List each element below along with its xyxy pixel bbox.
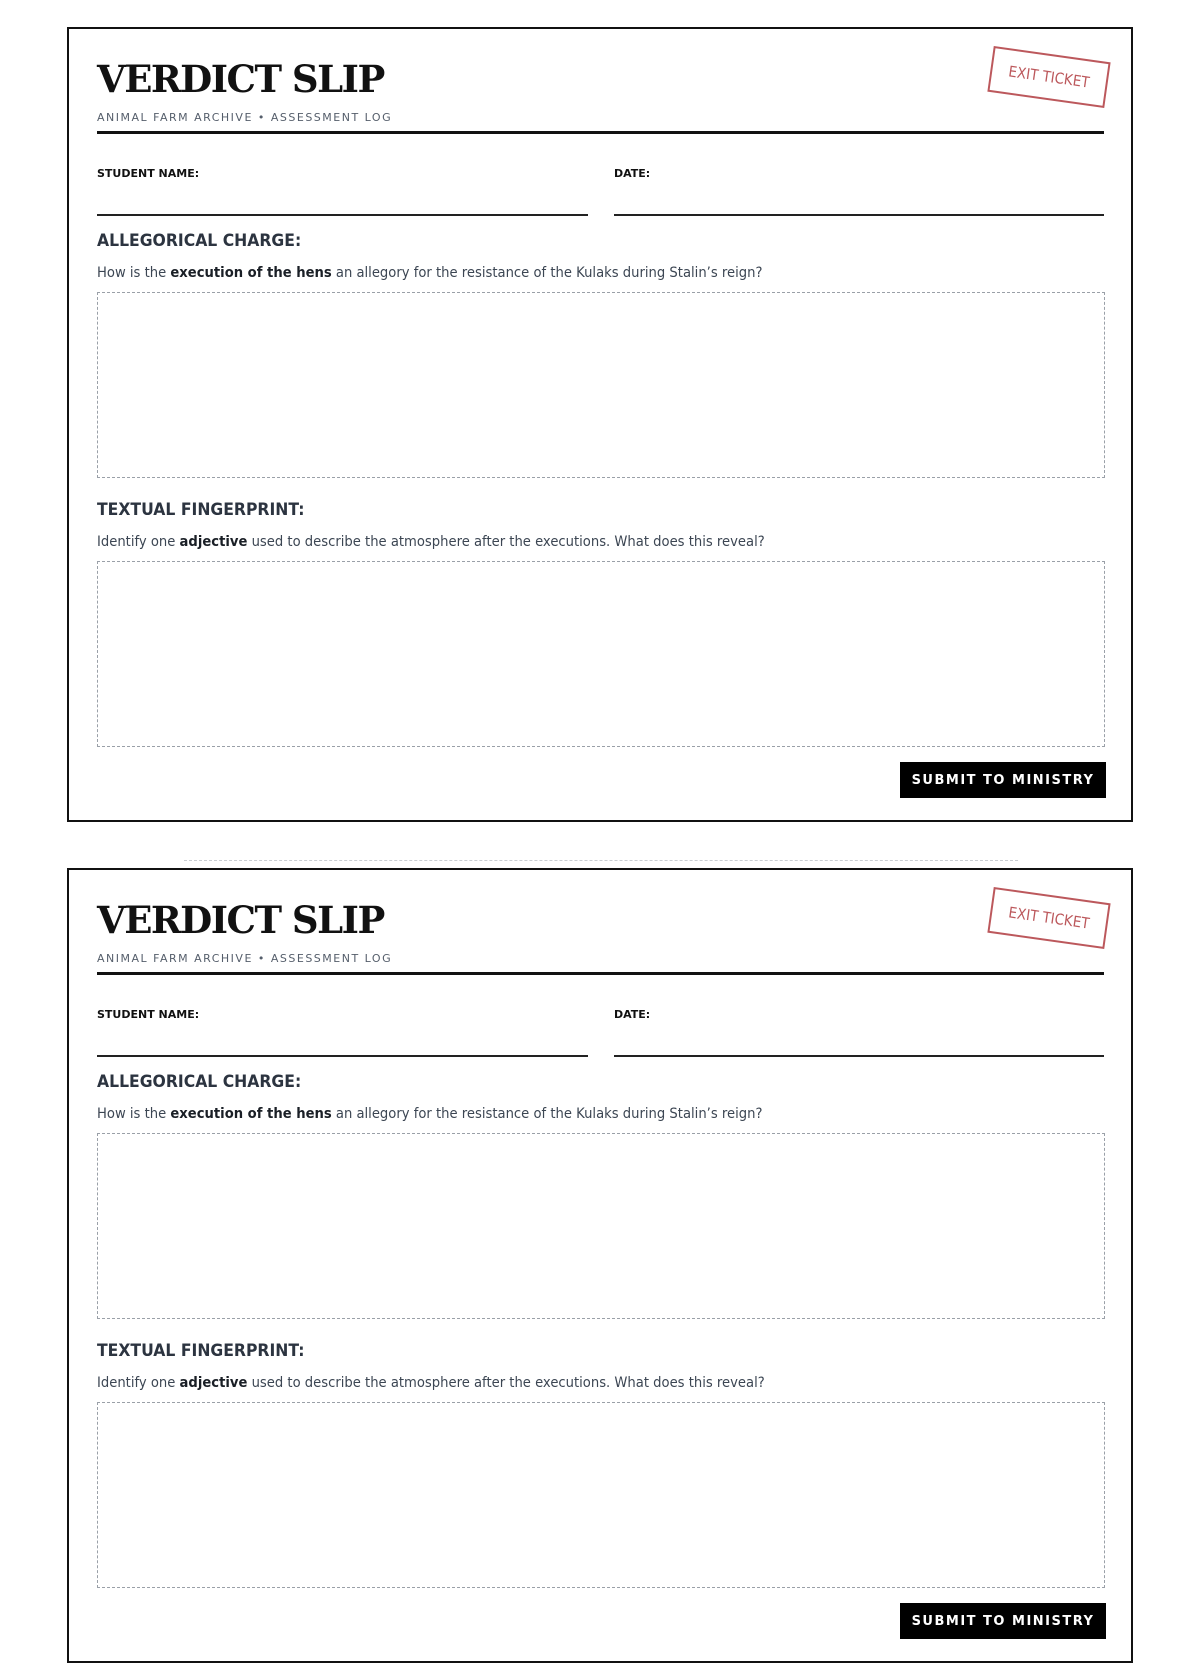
slip-title: VERDICT SLIP [97,57,384,101]
question-text-textual [97,1375,765,1391]
question-prefix: How is the [97,265,171,281]
question-heading-textual: TEXTUAL FINGERPRINT: [97,500,305,520]
verdict-slip [67,868,1133,1663]
cut-line-divider [184,860,1018,861]
student-name-field[interactable] [97,214,588,216]
question-prefix: Identify one [97,534,180,550]
exit-ticket-stamp: EXIT TICKET [987,887,1110,949]
question-emphasis: adjective [179,534,248,550]
question-emphasis: execution of the hens [170,265,332,281]
question-suffix: an allegory for the resistance of the Kulaks during Stalin’s reign? [331,1106,763,1122]
question-emphasis: adjective [179,1375,248,1391]
question-emphasis: execution of the hens [170,1106,332,1122]
slip-header [97,900,1104,975]
date-field[interactable] [614,214,1104,216]
date-label: DATE: [614,167,651,180]
submit-to-ministry-button[interactable]: SUBMIT TO MINISTRY [900,762,1106,798]
slip-subtitle: ANIMAL FARM ARCHIVE • ASSESSMENT LOG [97,952,393,965]
student-name-label: STUDENT NAME: [97,1008,200,1021]
answer-box-allegorical[interactable] [97,1133,1105,1319]
question-heading-textual: TEXTUAL FINGERPRINT: [97,1341,305,1361]
submit-to-ministry-button[interactable]: SUBMIT TO MINISTRY [900,1603,1106,1639]
question-prefix: Identify one [97,1375,180,1391]
answer-box-textual[interactable] [97,1402,1105,1588]
question-text-allegorical [97,1106,762,1122]
question-heading-allegorical: ALLEGORICAL CHARGE: [97,1072,302,1092]
question-text-textual [97,534,765,550]
question-suffix: used to describe the atmosphere after the executions. What does this reveal? [247,534,765,550]
question-suffix: used to describe the atmosphere after the executions. What does this reveal? [247,1375,765,1391]
question-text-allegorical [97,265,762,281]
question-suffix: an allegory for the resistance of the Kulaks during Stalin’s reign? [331,265,763,281]
student-name-field[interactable] [97,1055,588,1057]
slip-header [97,59,1104,134]
answer-box-allegorical[interactable] [97,292,1105,478]
question-prefix: How is the [97,1106,171,1122]
date-label: DATE: [614,1008,651,1021]
answer-box-textual[interactable] [97,561,1105,747]
question-heading-allegorical: ALLEGORICAL CHARGE: [97,231,302,251]
student-name-label: STUDENT NAME: [97,167,200,180]
slip-subtitle: ANIMAL FARM ARCHIVE • ASSESSMENT LOG [97,111,393,124]
exit-ticket-stamp: EXIT TICKET [987,46,1110,108]
verdict-slip [67,27,1133,822]
slip-title: VERDICT SLIP [97,898,384,942]
date-field[interactable] [614,1055,1104,1057]
